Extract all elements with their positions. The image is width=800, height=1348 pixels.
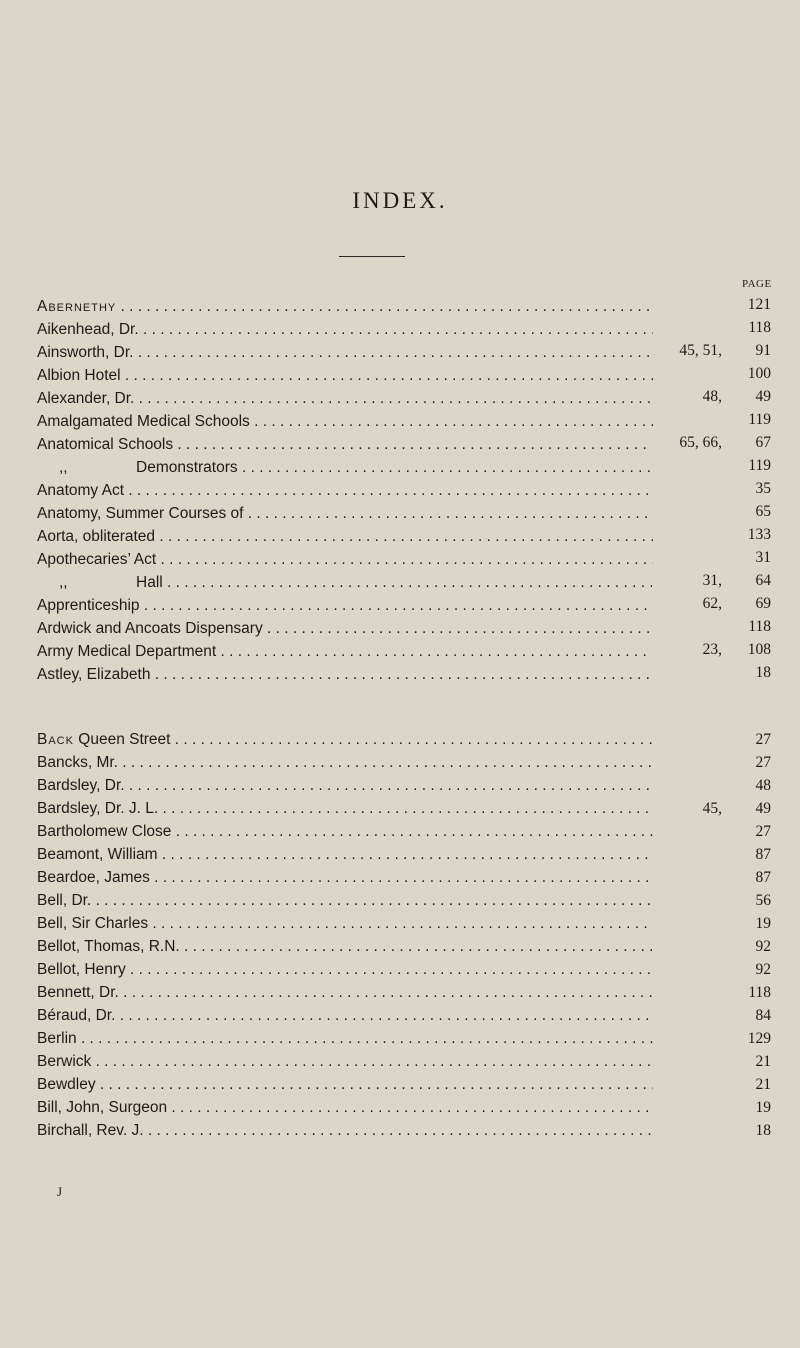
entry-name-text: Ainsworth, Dr. [37, 344, 134, 361]
entry-page-number: 119 [748, 457, 771, 474]
entry-page-number: 129 [747, 1030, 771, 1047]
entry-page-number: 84 [755, 1007, 771, 1024]
signature-mark: J [57, 1184, 63, 1199]
index-entry [37, 386, 771, 409]
entry-name [37, 618, 653, 639]
entry-page-number: 49 [755, 388, 771, 405]
entry-name-text: Amalgamated Medical Schools [37, 413, 250, 430]
entry-name-text: Birchall, Rev. J. [37, 1122, 144, 1139]
index-entry [37, 616, 771, 639]
entry-page-number: 87 [755, 869, 771, 886]
entry-name [37, 1074, 653, 1095]
entry-name [37, 388, 653, 409]
entry-name [37, 1005, 653, 1026]
entry-name-text: Army Medical Department [37, 643, 217, 660]
index-entry [37, 593, 771, 616]
entry-page-number: 91 [755, 342, 771, 359]
entry-extra-pages: 48, [652, 386, 722, 407]
entry-name-text: Bardsley, Dr. J. L. [37, 800, 159, 817]
index-entry [37, 821, 771, 844]
entry-lead-word: Back [37, 731, 74, 748]
index-entry [37, 913, 771, 936]
entry-name [37, 296, 653, 317]
entry-name [37, 775, 653, 796]
entry-page-number: 35 [755, 480, 771, 497]
index-entry [37, 432, 771, 455]
entry-page-number: 64 [755, 572, 771, 589]
entry-page-number: 92 [755, 938, 771, 955]
entry-name-text: Bennett, Dr. [37, 984, 119, 1001]
index-entry [37, 867, 771, 890]
entry-name [37, 595, 653, 616]
entry-page-number: 118 [748, 984, 771, 1001]
entry-name [37, 641, 653, 662]
entry-name [37, 821, 653, 842]
entry-name-text: Bell, Sir Charles [37, 915, 149, 932]
entry-name-text: Bartholomew Close [37, 823, 172, 840]
entry-name [37, 729, 653, 750]
entry-name [37, 480, 653, 501]
index-entry [37, 798, 771, 821]
entry-name [37, 913, 653, 934]
entry-name [37, 1097, 653, 1118]
entry-page-number: 118 [748, 319, 771, 336]
index-entry [37, 1097, 771, 1120]
entry-page-number: 19 [755, 1099, 771, 1116]
entry-page-number: 56 [755, 892, 771, 909]
entry-name-text: Anatomy Act [37, 482, 125, 499]
entry-name [37, 365, 653, 386]
index-entry [37, 890, 771, 913]
entry-page-number: 121 [747, 296, 771, 313]
index-entry [37, 775, 771, 798]
entry-name-text: Aorta, obliterated [37, 528, 156, 545]
entry-name-text: Astley, Elizabeth [37, 666, 151, 683]
entry-page-number: 108 [747, 641, 771, 658]
entry-name-text: Bellot, Henry [37, 961, 126, 978]
entry-name-text: Bewdley [37, 1076, 96, 1093]
entry-name-text: Bell, Dr. [37, 892, 92, 909]
entry-name-text: Aikenhead, Dr. [37, 321, 139, 338]
entry-name-text: Demonstrators [136, 459, 238, 476]
entry-page-number: 119 [748, 411, 771, 428]
page-title: INDEX. [352, 188, 448, 213]
entry-page-number: 21 [755, 1076, 771, 1093]
index-entry [37, 478, 771, 501]
entry-page-number: 67 [755, 434, 771, 451]
index-entry [37, 455, 771, 478]
entry-page-number: 92 [755, 961, 771, 978]
index-entry [37, 1028, 771, 1051]
entry-name [37, 526, 653, 547]
entry-name-text: Anatomical Schools [37, 436, 174, 453]
entry-name [37, 982, 653, 1003]
entry-extra-pages: 65, 66, [652, 432, 722, 453]
entry-extra-pages: 31, [652, 570, 722, 591]
entry-name-text: Anatomy, Summer Courses of [37, 505, 244, 522]
index-entry [37, 1005, 771, 1028]
index-entry [37, 729, 771, 752]
entry-name-text: Berlin [37, 1030, 77, 1047]
entry-page-number: 27 [755, 731, 771, 748]
entry-name [37, 1120, 653, 1141]
entry-name-text: Beardoe, James [37, 869, 150, 886]
entry-page-number: 18 [755, 1122, 771, 1139]
index-section-b [37, 729, 771, 1143]
entry-page-number: 31 [755, 549, 771, 566]
entry-name [37, 936, 653, 957]
entry-name-text: Beamont, William [37, 846, 158, 863]
entry-name [37, 890, 653, 911]
index-entry [37, 294, 771, 317]
ditto-mark: ,, [59, 574, 68, 591]
ditto-mark: ,, [59, 459, 68, 476]
entry-name-text: Albion Hotel [37, 367, 121, 384]
entry-name-text: Bellot, Thomas, R.N. [37, 938, 180, 955]
index-entry [37, 662, 771, 685]
entry-extra-pages: 62, [652, 593, 722, 614]
entry-page-number: 27 [755, 754, 771, 771]
entry-name [37, 549, 653, 570]
page-column-label: PAGE [742, 278, 772, 290]
entry-name [37, 664, 653, 685]
index-entry [37, 1074, 771, 1097]
index-entry [37, 639, 771, 662]
index-section-a [37, 294, 771, 685]
entry-name-text: Abernethy [37, 298, 117, 315]
entry-name-text: Béraud, Dr. [37, 1007, 116, 1024]
entry-name-text: Alexander, Dr. [37, 390, 135, 407]
entry-name [37, 1051, 653, 1072]
entry-name [37, 752, 653, 773]
entry-name [37, 503, 653, 524]
entry-name-text: Bill, John, Surgeon [37, 1099, 168, 1116]
entry-extra-pages: 23, [652, 639, 722, 660]
entry-name [37, 959, 653, 980]
entry-page-number: 133 [747, 526, 771, 543]
index-entry [37, 524, 771, 547]
entry-page-number: 19 [755, 915, 771, 932]
entry-name-text: Ardwick and Ancoats Dispensary [37, 620, 263, 637]
entry-page-number: 27 [755, 823, 771, 840]
entry-name [37, 572, 653, 593]
title-rule [339, 256, 405, 257]
entry-name [37, 319, 653, 340]
index-entry [37, 1120, 771, 1143]
entry-extra-pages: 45, 51, [652, 340, 722, 361]
entry-name [37, 1028, 653, 1049]
entry-page-number: 18 [755, 664, 771, 681]
index-entry [37, 959, 771, 982]
index-entry [37, 317, 771, 340]
entry-page-number: 100 [747, 365, 771, 382]
entry-name-text: Bardsley, Dr. [37, 777, 125, 794]
entry-name-text: Hall [136, 574, 163, 591]
entry-name-text: Apprenticeship [37, 597, 140, 614]
entry-name-text: Berwick [37, 1053, 92, 1070]
index-entry [37, 363, 771, 386]
entry-extra-pages: 45, [652, 798, 722, 819]
entry-page-number: 87 [755, 846, 771, 863]
index-entry [37, 570, 771, 593]
entry-page-number: 65 [755, 503, 771, 520]
entry-page-number: 21 [755, 1053, 771, 1070]
entry-name [37, 867, 653, 888]
entry-name [37, 457, 653, 478]
index-entry [37, 936, 771, 959]
index-entry [37, 547, 771, 570]
index-entry [37, 340, 771, 363]
index-entry [37, 982, 771, 1005]
index-entry [37, 752, 771, 775]
entry-page-number: 69 [755, 595, 771, 612]
entry-name-text: Apothecaries’ Act [37, 551, 157, 568]
entry-name [37, 844, 653, 865]
index-entry [37, 844, 771, 867]
index-entry [37, 1051, 771, 1074]
entry-name [37, 798, 653, 819]
entry-name [37, 434, 653, 455]
entry-name [37, 411, 653, 432]
entry-page-number: 118 [748, 618, 771, 635]
entry-name-text: Queen Street [78, 731, 171, 748]
index-entry [37, 501, 771, 524]
entry-page-number: 48 [755, 777, 771, 794]
entry-name-text: Bancks, Mr. [37, 754, 118, 771]
entry-page-number: 49 [755, 800, 771, 817]
index-entry [37, 409, 771, 432]
entry-name [37, 342, 653, 363]
